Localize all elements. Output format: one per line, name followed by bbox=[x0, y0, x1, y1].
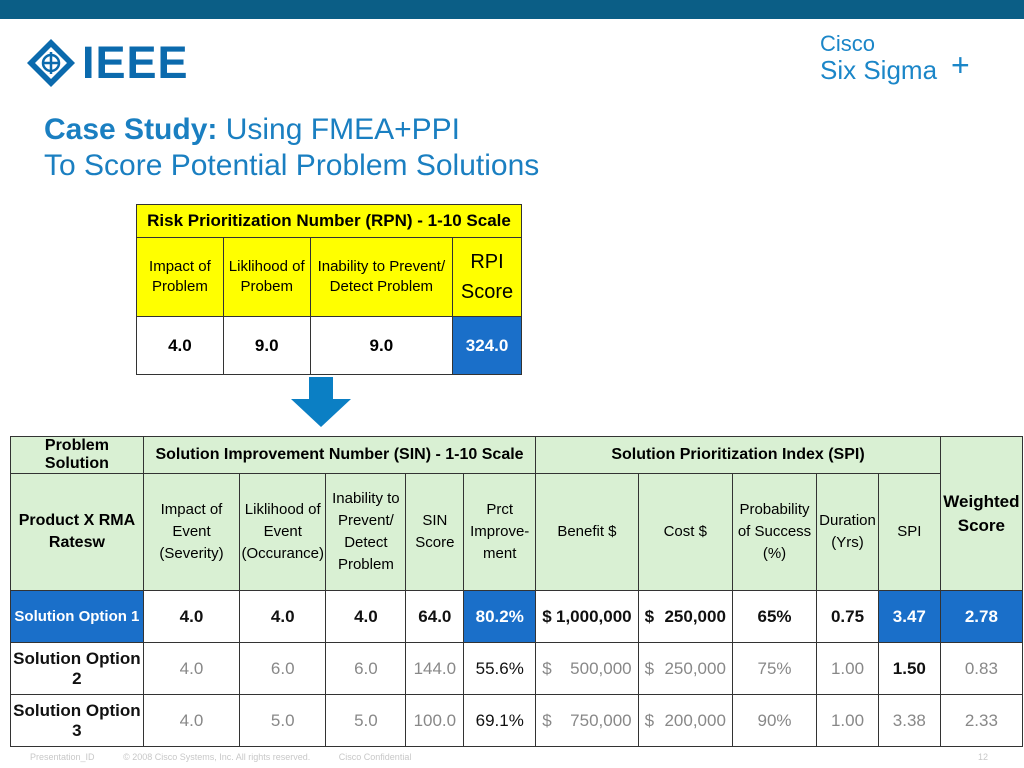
ieee-wordmark: IEEE bbox=[82, 37, 189, 88]
row-label: Solution Option 2 bbox=[11, 643, 144, 695]
cell-likelihood: 6.0 bbox=[240, 643, 326, 695]
product-header: Product X RMA Ratesw bbox=[11, 474, 144, 591]
cisco-six-sigma-logo bbox=[820, 31, 970, 85]
six-sigma-text: Six Sigma bbox=[820, 55, 938, 85]
cell-impact: 4.0 bbox=[143, 695, 239, 747]
page-number: 12 bbox=[978, 752, 989, 762]
cell-cost bbox=[638, 643, 732, 695]
sin-spi-table bbox=[10, 436, 1023, 747]
ieee-logo bbox=[26, 38, 189, 88]
cell-probability: 90% bbox=[732, 695, 816, 747]
problem-solution-header: Problem Solution bbox=[11, 437, 144, 474]
row-label: Solution Option 1 bbox=[11, 591, 144, 643]
plus-icon: + bbox=[951, 47, 970, 83]
rpn-col-score: RPI Score bbox=[453, 238, 522, 317]
cisco-text: Cisco bbox=[820, 31, 876, 56]
cell-sin-score: 144.0 bbox=[406, 643, 464, 695]
col-sin-score: SIN Score bbox=[406, 474, 464, 591]
cell-sin-score: 100.0 bbox=[406, 695, 464, 747]
title-rest: Using FMEA+PPI bbox=[217, 113, 460, 146]
row-label: Solution Option 3 bbox=[11, 695, 144, 747]
ieee-diamond-icon bbox=[26, 38, 76, 88]
rpn-value-inability: 9.0 bbox=[310, 317, 452, 375]
cell-inability: 6.0 bbox=[326, 643, 406, 695]
cell-spi: 3.47 bbox=[878, 591, 940, 643]
cell-likelihood: 5.0 bbox=[240, 695, 326, 747]
cell-prct: 69.1% bbox=[464, 695, 536, 747]
slide-title bbox=[44, 112, 539, 184]
col-prct: Prct Improve-ment bbox=[464, 474, 536, 591]
benefit-value: 750,000 bbox=[570, 710, 632, 730]
weighted-score-header: Weighted Score bbox=[940, 437, 1022, 591]
rpn-table bbox=[136, 204, 522, 375]
cell-cost bbox=[638, 695, 732, 747]
cell-benefit bbox=[536, 591, 638, 643]
cost-currency: $ bbox=[644, 658, 655, 678]
footer-confidential: Cisco Confidential bbox=[338, 752, 412, 762]
cell-prct: 55.6% bbox=[464, 643, 536, 695]
benefit-value: 500,000 bbox=[570, 658, 632, 678]
col-probability: Probability of Success (%) bbox=[732, 474, 816, 591]
table-row bbox=[11, 643, 1023, 695]
cell-sin-score: 64.0 bbox=[406, 591, 464, 643]
cost-currency: $ bbox=[644, 710, 655, 730]
col-cost: Cost $ bbox=[638, 474, 732, 591]
rpn-value-likelihood: 9.0 bbox=[223, 317, 310, 375]
cell-probability: 65% bbox=[732, 591, 816, 643]
cost-value: 250,000 bbox=[664, 606, 726, 626]
cell-inability: 5.0 bbox=[326, 695, 406, 747]
title-bold: Case Study: bbox=[44, 113, 218, 146]
cell-benefit bbox=[536, 695, 638, 747]
cell-duration: 0.75 bbox=[817, 591, 879, 643]
footer-presentation-id: Presentation_ID bbox=[30, 752, 95, 762]
col-likelihood: Liklihood of Event (Occurance) bbox=[240, 474, 326, 591]
col-inability: Inability to Prevent/ Detect Problem bbox=[326, 474, 406, 591]
rpn-value-score: 324.0 bbox=[453, 317, 522, 375]
col-spi: SPI bbox=[878, 474, 940, 591]
cell-duration: 1.00 bbox=[817, 695, 879, 747]
cell-duration: 1.00 bbox=[817, 643, 879, 695]
cell-weighted: 2.33 bbox=[940, 695, 1022, 747]
col-duration: Duration (Yrs) bbox=[817, 474, 879, 591]
cell-impact: 4.0 bbox=[143, 591, 239, 643]
cell-weighted: 2.78 bbox=[940, 591, 1022, 643]
benefit-currency: $ bbox=[542, 606, 552, 626]
cell-weighted: 0.83 bbox=[940, 643, 1022, 695]
col-benefit: Benefit $ bbox=[536, 474, 638, 591]
cost-value: 250,000 bbox=[664, 658, 726, 678]
cell-spi: 1.50 bbox=[878, 643, 940, 695]
cell-benefit bbox=[536, 643, 638, 695]
top-bar bbox=[0, 0, 1024, 19]
footer-copyright: © 2008 Cisco Systems, Inc. All rights reserved. bbox=[123, 752, 311, 762]
table-row bbox=[11, 591, 1023, 643]
cost-value: 200,000 bbox=[664, 710, 726, 730]
sin-header: Solution Improvement Number (SIN) - 1-10 Scale bbox=[143, 437, 535, 474]
spi-header: Solution Prioritization Index (SPI) bbox=[536, 437, 941, 474]
rpn-col-impact: Impact of Problem bbox=[137, 238, 224, 317]
cell-cost bbox=[638, 591, 732, 643]
rpn-header: Risk Prioritization Number (RPN) - 1-10 Scale bbox=[137, 205, 522, 238]
col-impact: Impact of Event (Severity) bbox=[143, 474, 239, 591]
cell-inability: 4.0 bbox=[326, 591, 406, 643]
title-line2: To Score Potential Problem Solutions bbox=[44, 149, 540, 182]
table-row bbox=[11, 695, 1023, 747]
cost-currency: $ bbox=[644, 606, 655, 626]
cell-likelihood: 4.0 bbox=[240, 591, 326, 643]
cell-spi: 3.38 bbox=[878, 695, 940, 747]
benefit-currency: $ bbox=[542, 658, 552, 678]
down-arrow-icon bbox=[291, 377, 351, 427]
rpn-col-likelihood: Liklihood of Probem bbox=[223, 238, 310, 317]
rpn-value-impact: 4.0 bbox=[137, 317, 224, 375]
rpn-col-inability: Inability to Prevent/ Detect Problem bbox=[310, 238, 452, 317]
cell-impact: 4.0 bbox=[143, 643, 239, 695]
cell-probability: 75% bbox=[732, 643, 816, 695]
benefit-currency: $ bbox=[542, 710, 552, 730]
footer bbox=[30, 752, 437, 762]
cell-prct: 80.2% bbox=[464, 591, 536, 643]
benefit-value: 1,000,000 bbox=[555, 606, 632, 626]
